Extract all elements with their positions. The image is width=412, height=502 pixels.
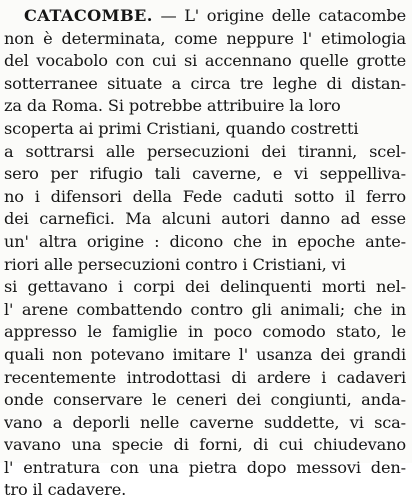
text-line-4: sotterranee situate a circa tre leghe di distan- <box>4 73 406 93</box>
text-line-2: non è determinata, come neppure l' etimologia <box>4 28 406 48</box>
text-line-13: si gettavano i corpi dei delinquenti morti nel- <box>4 277 406 297</box>
text-line-1 <box>4 5 406 28</box>
text-line-5: za da Roma. Si potrebbe attribuire la loro <box>4 96 341 116</box>
text-line-10: dei carnefici. Ma alcuni autori danno ad esse <box>4 209 406 229</box>
text-line-21: l' entratura con una pietra dopo messovi den- <box>4 457 406 477</box>
text-line-19: vano a deporli nelle caverne suddette, vi sca- <box>4 412 406 432</box>
text-line-22: tro il cadavere. <box>4 480 127 500</box>
text-line-14: l' arene combattendo contro gli animali; che in <box>4 299 406 319</box>
text-line-7: a sottrarsi alle persecuzioni dei tiranni, scel- <box>4 141 406 161</box>
text-line-17: recentemente introdottasi di ardere i cadaveri <box>4 367 406 387</box>
entry-line-text: — L' origine delle catacombe <box>152 6 406 25</box>
text-line-3: del vocabolo con cui si accennano quelle grotte <box>4 51 406 71</box>
text-line-15: appresso le famiglie in poco comodo stato, le <box>4 322 406 342</box>
text-line-18: onde conservare le ceneri dei congiunti, anda- <box>4 390 406 410</box>
text-line-11: un' altra origine : dicono che in epoche ante- <box>4 231 406 251</box>
text-line-12: riori alle persecuzioni contro i Cristiani, vi <box>4 254 346 274</box>
text-line-8: sero per rifugio tali caverne, e vi seppellivа- <box>4 164 406 184</box>
text-line-20: vavano una specie di forni, di cui chiudevano <box>4 435 406 455</box>
text-line-16: quali non potevano imitare l' usanza dei grandi <box>4 344 406 364</box>
catacombe-entry <box>4 5 406 502</box>
text-line-6: scoperta ai primi Cristiani, quando costretti <box>4 118 359 138</box>
entry-headword: CATACOMBE. <box>24 6 153 25</box>
text-line-9: no i difensori della Fede caduti sotto il ferro <box>4 186 406 206</box>
